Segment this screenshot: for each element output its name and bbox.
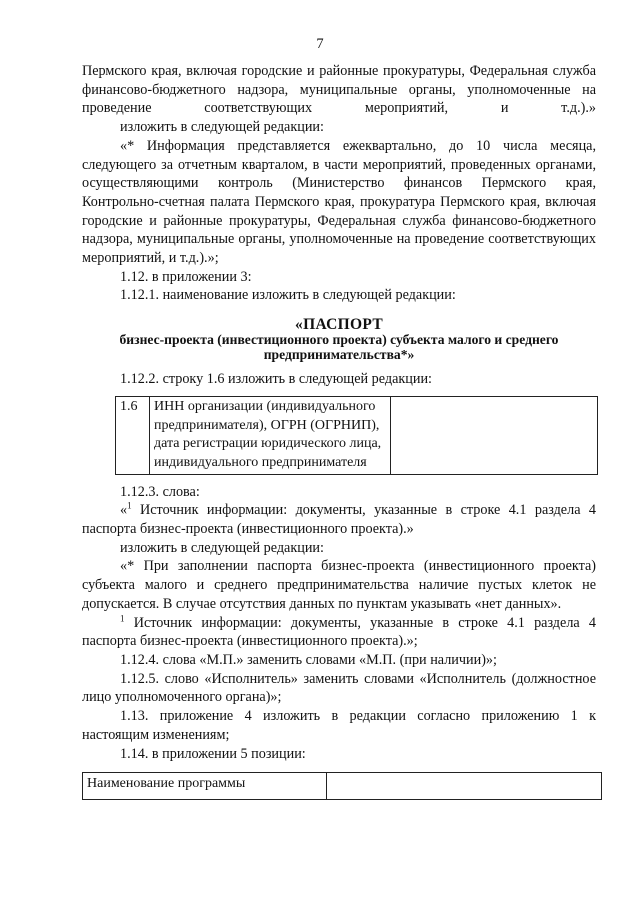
paragraph-new-note: «* Информация представляется ежеквартально, до 10 числа месяца, следующего за отчетным кварталом, в части мероприятий, проведенных органами, осуществляющими контроль (Министерство финансов Пермского края, Контрольно-счетная палата Пермского края, прокуратура Пермского края, включая городские и районные прокуратуры, Федеральная служба финансово-бюджетного надзора, муниципальные органы, уполномоченные на проведение соответствующих мероприятий, и т.д.).»; bbox=[82, 137, 596, 267]
document-body bbox=[82, 62, 596, 800]
footnote-mark: 1 bbox=[127, 500, 132, 511]
paragraph-item-1-12-2: 1.12.2. строку 1.6 изложить в следующей редакции: bbox=[120, 371, 432, 388]
row-value-cell bbox=[391, 396, 598, 474]
paragraph-item-1-12-3: 1.12.3. слова: bbox=[120, 483, 200, 500]
page-number: 7 bbox=[316, 36, 324, 52]
new-source-text: Источник информации: документы, указанные в строке 4.1 раздела 4 паспорта бизнес-проекта (инвестиционного проекта).»; bbox=[82, 614, 596, 650]
row-number-cell: 1.6 bbox=[116, 396, 150, 474]
paragraph-item-1-13: 1.13. приложение 4 изложить в редакции согласно приложению 1 к настоящим изменениям; bbox=[82, 708, 596, 743]
footnote-mark: 1 bbox=[120, 612, 125, 623]
passport-heading-subtitle: бизнес-проекта (инвестиционного проекта) субъекта малого и среднего предпринимательства*» bbox=[119, 332, 559, 363]
paragraph-new-empty-cells-note: «* При заполнении паспорта бизнес-проекта (инвестиционного проекта) субъекта малого и среднего предпринимательства наличие пустых клеток не допускается. В случае отсутствия данных по пунктам указывать «нет данных». bbox=[82, 558, 596, 612]
paragraph-item-1-12-5: 1.12.5. слово «Исполнитель» заменить словами «Исполнитель (должностное лицо уполномоченного органа)»; bbox=[82, 670, 596, 706]
row-text-cell: ИНН организации (индивидуального предпринимателя), ОГРН (ОГРНИП), дата регистрации юридического лица, индивидуального предпринимателя bbox=[150, 396, 391, 474]
row-1-6-table bbox=[115, 396, 598, 475]
paragraph-edit-instruction-2: изложить в следующей редакции: bbox=[120, 539, 324, 556]
paragraph-item-1-14: 1.14. в приложении 5 позиции: bbox=[120, 745, 306, 762]
program-label-cell: Наименование программы bbox=[83, 773, 327, 800]
quote-open: « bbox=[120, 502, 128, 519]
paragraph-item-1-12-1: 1.12.1. наименование изложить в следующей редакции: bbox=[120, 287, 456, 304]
program-value-cell bbox=[327, 773, 602, 800]
paragraph-old-source-note bbox=[82, 501, 596, 538]
paragraph-item-1-12: 1.12. в приложении 3: bbox=[120, 268, 252, 285]
passport-heading bbox=[82, 317, 596, 362]
passport-heading-title: «ПАСПОРТ bbox=[295, 316, 383, 334]
table-row bbox=[83, 773, 602, 800]
paragraph-edit-instruction: изложить в следующей редакции: bbox=[120, 119, 324, 136]
paragraph-item-1-12-4: 1.12.4. слова «М.П.» заменить словами «М.П. (при наличии)»; bbox=[120, 651, 497, 668]
program-table bbox=[82, 772, 602, 800]
old-source-text: Источник информации: документы, указанные в строке 4.1 раздела 4 паспорта бизнес-проекта (инвестиционного проекта).» bbox=[82, 502, 596, 538]
table-row bbox=[116, 396, 598, 474]
paragraph-continuation: Пермского края, включая городские и районные прокуратуры, Федеральная служба финансово-бюджетного надзора, муниципальные органы, уполномоченные на проведение соответствующих мероприятий, и т.д.).» bbox=[82, 63, 596, 117]
paragraph-new-source-note bbox=[82, 614, 596, 651]
